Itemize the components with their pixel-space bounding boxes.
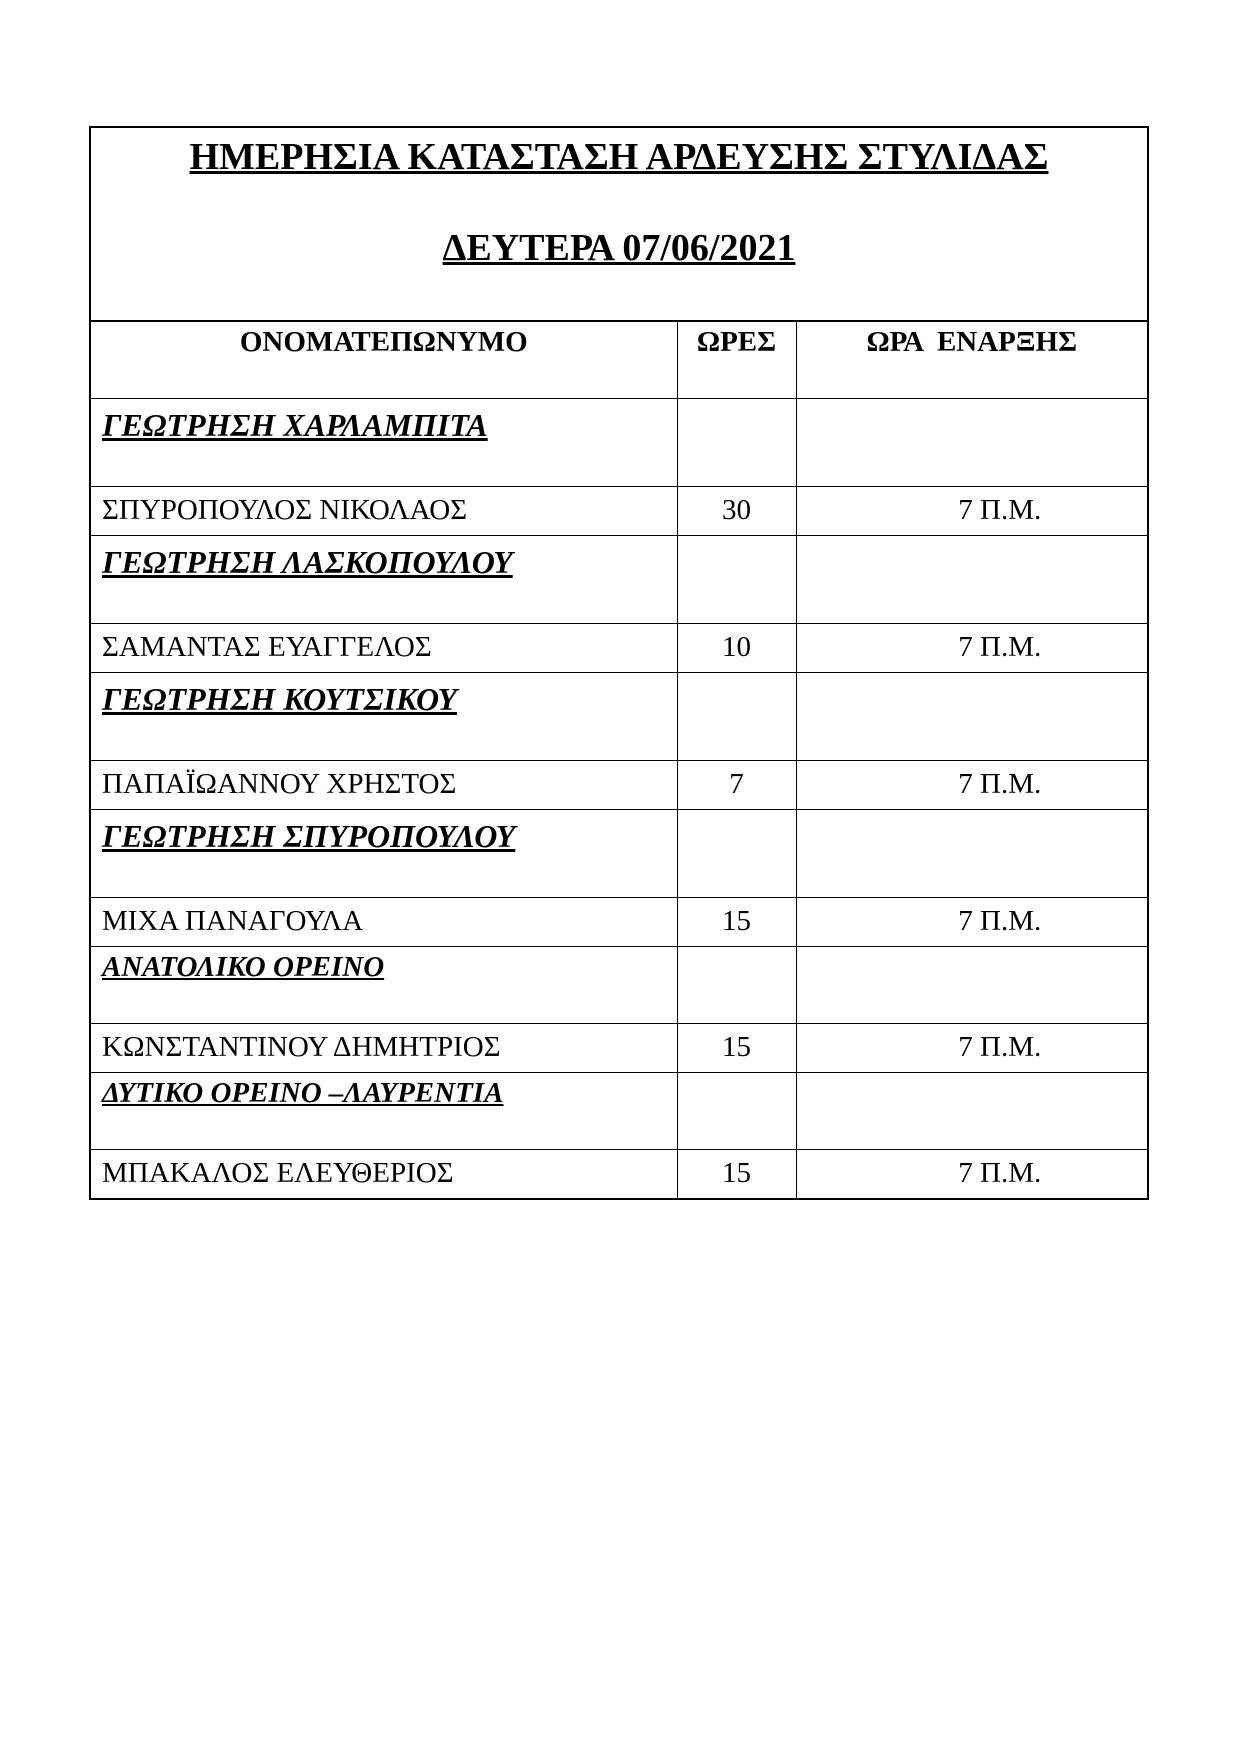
person-start-time: 7 Π.Μ. [796, 760, 1147, 809]
table-header-row [91, 322, 1147, 398]
person-start-time: 7 Π.Μ. [796, 1023, 1147, 1072]
person-name: ΜΠΑΚΑΛΟΣ ΕΛΕΥΘΕΡΙΟΣ [91, 1149, 677, 1198]
section-row [91, 809, 1147, 897]
document-header [91, 128, 1147, 322]
section-title: ΓΕΩΤΡΗΣΗ ΣΠΥΡΟΠΟΥΛΟΥ [91, 809, 677, 897]
document-date: ΔΕΥΤΕΡΑ 07/06/2021 [442, 227, 796, 269]
empty-cell [796, 672, 1147, 760]
table-row [91, 486, 1147, 535]
person-name: ΜΙΧΑ ΠΑΝΑΓΟΥΛΑ [91, 897, 677, 946]
section-row [91, 946, 1147, 1023]
person-hours: 15 [677, 1023, 796, 1072]
column-header-hours: ΩΡΕΣ [677, 322, 796, 398]
table-row [91, 1149, 1147, 1198]
person-name: ΣΠΥΡΟΠΟΥΛΟΣ ΝΙΚΟΛΑΟΣ [91, 486, 677, 535]
empty-cell [796, 535, 1147, 623]
section-title: ΓΕΩΤΡΗΣΗ ΚΟΥΤΣΙΚΟΥ [91, 672, 677, 760]
person-start-time: 7 Π.Μ. [796, 486, 1147, 535]
section-row [91, 398, 1147, 486]
column-header-name: ΟΝΟΜΑΤΕΠΩΝΥΜΟ [91, 322, 677, 398]
table-row [91, 760, 1147, 809]
section-title: ΓΕΩΤΡΗΣΗ ΧΑΡΛΑΜΠΙΤΑ [91, 398, 677, 486]
section-title: ΔΥΤΙΚΟ ΟΡΕΙΝΟ –ΛΑΥΡΕΝΤΙΑ [91, 1072, 677, 1149]
person-name: ΠΑΠΑΪΩΑΝΝΟΥ ΧΡΗΣΤΟΣ [91, 760, 677, 809]
empty-cell [677, 946, 796, 1023]
empty-cell [796, 398, 1147, 486]
schedule-table [91, 322, 1147, 1198]
table-row [91, 897, 1147, 946]
table-row [91, 623, 1147, 672]
person-name: ΚΩΝΣΤΑΝΤΙΝΟΥ ΔΗΜΗΤΡΙΟΣ [91, 1023, 677, 1072]
person-hours: 10 [677, 623, 796, 672]
section-row [91, 535, 1147, 623]
empty-cell [796, 946, 1147, 1023]
person-hours: 15 [677, 1149, 796, 1198]
column-header-start-time: ΩΡΑ ΕΝΑΡΞΗΣ [796, 322, 1147, 398]
person-start-time: 7 Π.Μ. [796, 623, 1147, 672]
person-start-time: 7 Π.Μ. [958, 1157, 1042, 1190]
irrigation-schedule-sheet [89, 126, 1149, 1200]
section-row [91, 672, 1147, 760]
person-hours: 7 [677, 760, 796, 809]
person-start-time: 7 Π.Μ. [796, 897, 1147, 946]
section-row [91, 1072, 1147, 1149]
person-hours: 30 [677, 486, 796, 535]
empty-cell [677, 535, 796, 623]
empty-cell [796, 1072, 1147, 1149]
empty-cell [677, 672, 796, 760]
table-row [91, 1023, 1147, 1072]
empty-cell [677, 1072, 796, 1149]
person-hours: 15 [677, 897, 796, 946]
section-title: ΓΕΩΤΡΗΣΗ ΛΑΣΚΟΠΟΥΛΟΥ [91, 535, 677, 623]
empty-cell [677, 398, 796, 486]
document-title: ΗΜΕΡΗΣΙΑ ΚΑΤΑΣΤΑΣΗ ΑΡΔΕΥΣΗΣ ΣΤΥΛΙΔΑΣ [189, 136, 1049, 178]
person-name: ΣΑΜΑΝΤΑΣ ΕΥΑΓΓΕΛΟΣ [91, 623, 677, 672]
empty-cell [796, 809, 1147, 897]
empty-cell [677, 809, 796, 897]
section-title: ΑΝΑΤΟΛΙΚΟ ΟΡΕΙΝΟ [91, 946, 677, 1023]
